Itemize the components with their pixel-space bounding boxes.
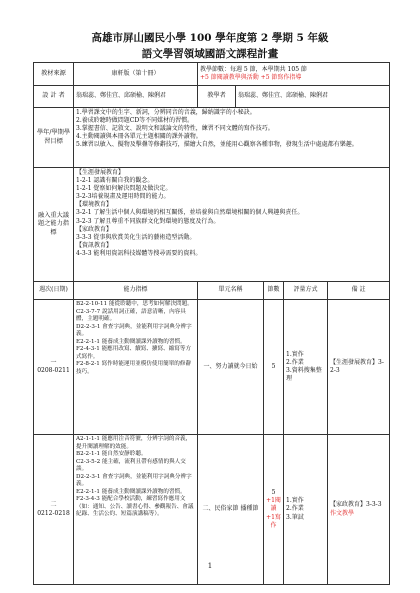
goal-item: 1.學習課文中的生字、新詞，分辨同音的音義，歸納識字的小秘訣。 [76, 109, 256, 116]
indicator-item: A2-1-1-1 能應用注音符號，分辨字詞的音義，提升閱讀理解的效能。 [76, 436, 192, 450]
header-week: 週次(日期) [34, 282, 74, 300]
topic-line: 3-3-3 從事與欣賞美化生活的藝術造型活動。 [76, 233, 196, 241]
page-number: 1 [207, 562, 213, 570]
textbook-value: 康軒版（第十冊） [74, 63, 198, 86]
week-dates: 0212-0218 [37, 509, 70, 517]
week-dates: 0208-0211 [37, 367, 70, 374]
topic-line: 3-2-3培養規畫及運用時間的能力。 [76, 193, 170, 201]
assessment-item: 2.作業 [286, 358, 304, 366]
goals-label: 學年/學期學習目標 [34, 108, 74, 168]
designer-label: 設 計 者 [34, 86, 74, 108]
teacher-value: 翁瑞蕊、鄭佳宜、邱碩榆、陳俐君 [236, 86, 390, 108]
document-subtitle: 語文學習領域國語文課程計畫 [141, 48, 279, 60]
topics-label: 融入重大議題之能力指標 [34, 168, 74, 282]
topic-line: 【家政教育】 [76, 225, 113, 233]
indicator-cell [74, 300, 198, 435]
topic-line: 1-2-1 認識有關自我的觀念。 [76, 177, 154, 185]
week-cell [34, 300, 74, 435]
indicator-item: E2-2-1-1 能養成主動閱讀課外讀物的習慣。 [76, 488, 186, 495]
assessment-item: 2.作業 [286, 505, 304, 513]
topic-line: 【環境教育】 [76, 201, 113, 209]
header-periods: 節數 [264, 282, 284, 300]
course-plan-table [33, 62, 390, 585]
topic-line: 【資訊教育】 [76, 241, 113, 249]
textbook-label: 教材來源 [34, 63, 74, 86]
topic-line: 4-3-3 能利用資訊科技媒體等搜尋需要的資料。 [76, 249, 202, 257]
topic-line: 3-2-1 了解生活中個人與環境的相互關係，並培養與自然環境相關的個人興趣與責任。 [76, 209, 304, 217]
goal-item: 4.主動閱讀與本冊各單元主題相關的課外讀物。 [76, 133, 202, 141]
indicator-item: B2-2-1-1 能自然安靜聆聽。 [76, 451, 147, 458]
indicator-item: F2-8-2-1 寫作時能運用並模仿使用簡單的修辭技巧。 [76, 361, 192, 375]
indicator-item: F2-4-3-1 能應用改寫、續寫、擴寫、縮寫等方式寫作。 [76, 346, 192, 360]
table-row [34, 300, 390, 435]
hours-extra: +5 節閱讀教學與活動 +5 節寫作指導 [200, 74, 302, 81]
hours-line: 教學節數：每週 5 節，本學期共 105 節 [200, 65, 307, 73]
periods-cell [264, 300, 284, 435]
week-number: 二 [50, 501, 57, 509]
goal-item: 3.掌握書信、記敘文、說明文和議論文的特性，練習不同文體的寫作技巧。 [76, 125, 274, 133]
assessment-item: 3.資料搜集整理 [286, 367, 322, 383]
unit-cell: 一、努力讀就今日始 [198, 300, 264, 435]
goal-item: 5.練習以敏入、擬物及擊疊等修辭技巧，描繪大自然，並能用心觀察各種事物，發現生活中處處都有樂趣。 [76, 141, 358, 149]
assessment-item: 1.實作 [286, 497, 304, 505]
topics-list [74, 168, 390, 282]
topic-line: 【生涯發展教育】 [76, 169, 125, 176]
header-unit: 單元名稱 [198, 282, 264, 300]
week-number: 一 [50, 358, 57, 366]
assessment-item: 1.實作 [286, 350, 304, 358]
notes-cell [328, 300, 390, 435]
indicator-item: D2-2-3-1 會查字詞典，並能利用字詞典分辨字義。 [76, 473, 192, 488]
document-title: 高雄市屏山國民小學 100 學年度第 2 學期 5 年級 [91, 32, 329, 44]
assessment-item: 3.筆試 [286, 513, 304, 521]
assessment-cell [284, 300, 328, 435]
notes-value: 【生涯發展教育】3-2-3 [330, 358, 384, 374]
indicator-item: F2-3-4-3 能配合學校活動，練習寫作應用文（如：通知、公告、讀書心得、參觀報告、會議紀錄、生活公約、短篇演講稿等）。 [76, 496, 194, 518]
designer-value: 翁瑞蕊、鄭佳宜、邱碩榆、陳俐君 [74, 86, 198, 108]
header-notes: 備 註 [328, 282, 390, 300]
goals-list [74, 108, 390, 168]
indicator-item: B2-2-10-11 能從聆聽中，思考如何解決問題。 [76, 301, 193, 307]
notes-extra: 作文教學 [330, 509, 355, 517]
hours-cell [198, 63, 390, 86]
topic-line: 3-2-3 了解且尊重不同族群文化對環境的態度及行為。 [76, 217, 220, 225]
unit-cell: 二、民俗家節 播種節 [198, 435, 264, 585]
notes-value: 【家政教育】3-3-3 [330, 501, 382, 509]
goal-item: 2.養成聆聽時做問題CD等不同媒材的習慣。 [76, 117, 194, 125]
topic-line: 1-2-1 覺察如何解決問題及做決定。 [76, 185, 172, 193]
header-assessment: 評量方式 [284, 282, 328, 300]
indicator-item: C2-3-5-2 能主確，流利且帶有感情的與人交談。 [76, 458, 186, 473]
indicator-item: C2-3-7-7 說話用詞正確，語意清晰，內容具體，主題明確。 [76, 308, 186, 323]
periods-value: 5 [271, 362, 276, 370]
periods-value: 5 [271, 489, 276, 497]
header-indicator: 能力指標 [74, 282, 198, 300]
indicator-item: E2-2-1-1 能養成主動閱讀課外讀物的習慣。 [76, 338, 186, 345]
periods-extra: +1閱讀 +1寫作 [266, 497, 281, 529]
teacher-label: 教學者 [198, 86, 236, 108]
indicator-item: D2-2-3-1 會查字詞典，並能利用字詞典分辨字義。 [76, 323, 192, 338]
